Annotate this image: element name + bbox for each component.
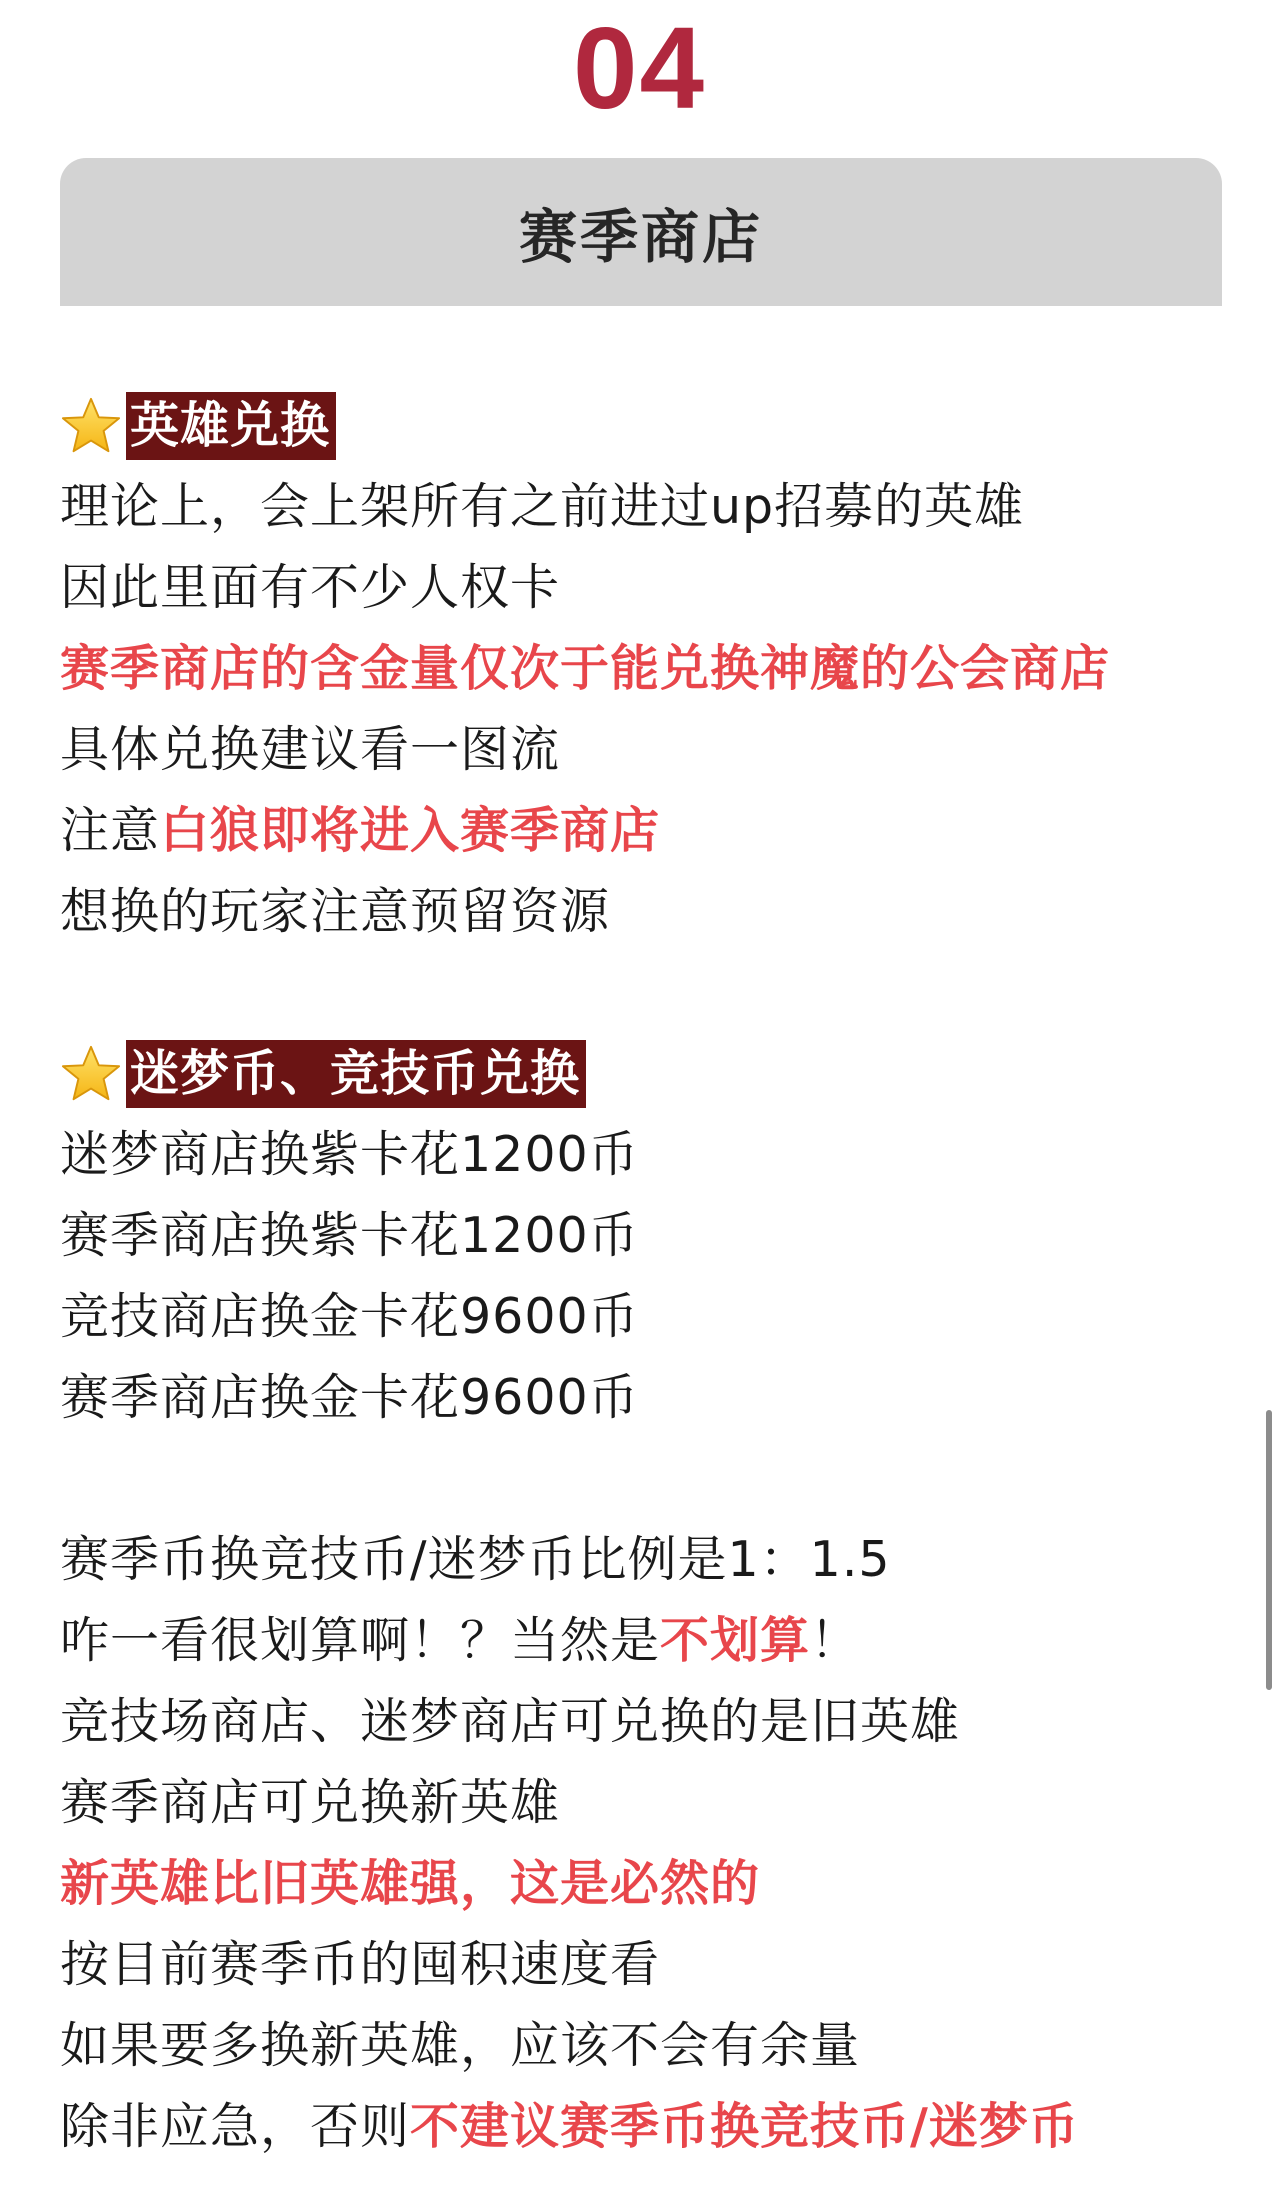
text-line: 因此里面有不少人权卡 bbox=[60, 559, 561, 616]
text-highlight: 白狼即将进入赛季商店 bbox=[160, 802, 661, 859]
text-plain: 除非应急，否则 bbox=[60, 2098, 411, 2155]
hero-exchange-header bbox=[60, 385, 1230, 466]
text-highlight: 不建议赛季币换竞技币/迷梦币 bbox=[410, 2098, 1079, 2155]
page-number: 04 bbox=[572, 3, 707, 133]
text-plain: ！ bbox=[810, 1612, 861, 1669]
text-plain: 注意 bbox=[60, 802, 161, 859]
text-line: 赛季币换竞技币/迷梦币比例是1：1.5 bbox=[60, 1531, 891, 1588]
coin-exchange-header bbox=[60, 1033, 1230, 1114]
text-line: 竞技商店换金卡花9600币 bbox=[60, 1288, 639, 1345]
text-line: 按目前赛季币的囤积速度看 bbox=[60, 1936, 661, 1993]
coin-exchange-tag: 迷梦币、竞技币兑换 bbox=[126, 1040, 586, 1108]
text-highlight: 不划算 bbox=[660, 1612, 811, 1669]
text-line bbox=[60, 2086, 1230, 2167]
text-line bbox=[60, 1600, 1230, 1681]
text-line: 理论上，会上架所有之前进过up招募的英雄 bbox=[60, 478, 1025, 535]
hero-exchange-tag: 英雄兑换 bbox=[126, 392, 336, 460]
spacer bbox=[60, 1438, 1230, 1519]
text-line: 赛季商店可兑换新英雄 bbox=[60, 1774, 561, 1831]
text-line: 赛季商店换紫卡花1200币 bbox=[60, 1207, 639, 1264]
text-line: 如果要多换新英雄，应该不会有余量 bbox=[60, 2017, 861, 2074]
text-line: 竞技场商店、迷梦商店可兑换的是旧英雄 bbox=[60, 1693, 961, 1750]
highlight-line: 赛季商店的含金量仅次于能兑换神魔的公会商店 bbox=[60, 640, 1111, 697]
text-line: 迷梦商店换紫卡花1200币 bbox=[60, 1126, 639, 1183]
highlight-line: 新英雄比旧英雄强，这是必然的 bbox=[60, 1855, 761, 1912]
text-line: 具体兑换建议看一图流 bbox=[60, 721, 561, 778]
text-line bbox=[60, 790, 1230, 871]
article-content bbox=[60, 385, 1230, 2167]
star-icon bbox=[60, 395, 122, 457]
section-title: 赛季商店 bbox=[518, 203, 763, 271]
text-plain: 咋一看很划算啊！？当然是 bbox=[60, 1612, 661, 1669]
text-line: 想换的玩家注意预留资源 bbox=[60, 883, 611, 940]
star-icon bbox=[60, 1043, 122, 1105]
section-title-bar bbox=[60, 158, 1222, 306]
text-line: 赛季商店换金卡花9600币 bbox=[60, 1369, 639, 1426]
vertical-scrollbar[interactable] bbox=[1266, 1410, 1272, 1690]
spacer bbox=[60, 952, 1230, 1033]
